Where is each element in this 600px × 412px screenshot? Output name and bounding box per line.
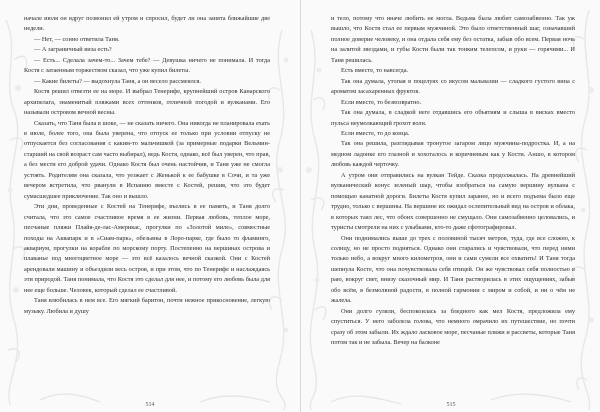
- paragraph: и тело, потому что иначе любить не могла. Ведьма была любит самозабвенно. Так уж вышло, что Костя стал ее первым мужчиной. Это было ответственный шаг, означавший полное доверие человеку, и она отдала себя ему без остатка, забыв обо всем. Первая ночь на залитой звездами, и губы Кости были так тонким телепсом, и руки — горячими... И Таня решилась.: [331, 15, 575, 64]
- paragraph: Если вместе, то безвозвратно.: [341, 98, 422, 106]
- paragraph: Так она думала, в сладкой неге отдавшись его объятиям и слыша в висках вместо пульса неумолкающий грохот волн.: [331, 109, 575, 127]
- paragraph: Они поднимались выше до трех с половиной тысяч метров, туда, где все сложно, к солнцу, но не просто подняться. Однако они старались и чувствовали, что перед ними только небо, а вокруг много километров, они и сами сумели все охватить! И Таня тогда шепнула Косте, что она почувствовала себя птицей. Он же чувствовал себя полностью в раю, вокруг свет, внизу сказочный мир. И Таня растворилась в этих ощущениях, забыв обо всём, в безмолвной радости, в полной гармонии с миром и собой, и ни о чём не жалела.: [331, 234, 575, 305]
- paragraph: Есть вместе, то навсегда.: [341, 67, 409, 75]
- paragraph: Так она решила, разглядывая тронутое загаром лицо мужчины-подростка. И, а на медном ладонке его глазной и хохоталось и коричневым как у Кости. Аншо, в котором любовь каждой черточку.: [331, 140, 575, 169]
- paragraph: А утром они отправились на вулкан Тейде. Сказка продолжалась. На древнейший вулканический конус зеленый шар, чтобы взобраться на самую вершину вулкана с помощью канатной дороги. Билеты Костя купил заранее, но и всего подъема было еще трудно, только с вершины. На вершине их ожидал ослепительный вид на остров и облака, в которых таял лес, что обоих совершенно не смущало. Они самозабвенно целовались, и туристы смотрели на них с улыбками, кто-то даже сфотографировал.: [331, 171, 575, 232]
- paragraph: начале июля он вдруг позвонил ей утром и спросил, будет ли она занята ближайшие две недели.: [24, 15, 270, 33]
- right-page: [301, 0, 600, 412]
- paragraph: Сказать, что Таня была в шоке, — не сказать ничего. Она никогда не планировала ехать в июле, более того, она была уверена, что отпуск ее только при условии отпуску не отпускается без согласования с каким-то мальчишкой (за примерные подарки Вельмин-старший на свой возраст сам часто выбирал), ведь Костя, однако, всё был уверен, что прав, а без мести его доброй удачи. Однако Костя был очень настойчив, и Таня уже не смогла устоять. Родителям она сказала, что уезжает с Женькой к ее бабушке в Сочи, и та уже вечером встретила, что рванули в Испанию вместе с Костей, решив, что это будет сумасшедшее приключение. Так оно и вышло.: [24, 119, 270, 200]
- page-number: 514: [145, 402, 155, 408]
- paragraph: Костя решил отвезти ее на море. И выбрал Тенерифе, крупнейший остров Канарского архипелага, знаменитый пляжами всех оттенков, отличной погодой и вулканами. Его называли островом вечной весны.: [24, 88, 270, 117]
- left-page-text: [24, 14, 270, 317]
- paragraph: Таня влюбилась в нем все. Его мягкий баритон, почти нежное прикосновение, легкую музыку. Любила и душу: [24, 297, 270, 315]
- paragraph: Если вместе, то до конца.: [341, 129, 410, 137]
- paragraph: Они долго гуляли, беспокоилась за бледного как мел Костя, предложила ему спуститься. У него заболела голова, что немного омрачило их путешествие, но почти сразу об этом забыли. Их ждало ласковое море, песчаные пляжи и рассветы, которые Таня потом так и не забыла. Вечер на балконе: [331, 307, 575, 347]
- paragraph: — Какие билеты? — выдохнула Таня, а он весело рассмеялся.: [34, 77, 202, 85]
- paragraph: — Есть... Сделала зачем-то... Зачем тебе? — Девушка ничего не понимала. И тогда Костя с затаенным торжеством сказал, что уже купил билеты.: [24, 56, 270, 75]
- paragraph: — А заграничный виза есть?: [34, 46, 112, 54]
- paragraph: Эти дни, проведенные с Костей на Тенерифе, въелись в ее память, и Таня долго считала, что это самое счастливое время в ее жизни. Первая любовь, теплое море, песчаные пляжи Плайя-де-лас-Америкас, прогулки по «Золотой миле», совместные походы на Аквапарк и в «Сиам-парк», обезьяны в Лоро-парке, где было то фламинго, аквариум, прогулки на корабле по морскому порту. Постепенно на вершинах острова и плаванье под многоцветное море — это всё казалось вечной сказкой. Они с Костей арендовали машину и объездили весь остров, и при этом, что по Тенерифе и наслаждаясь эти природой. Таня понимала, что Костя это сделал для нее, и потому его любовь была для нее еще больше. Человек, который сделал ее счастливой.: [24, 203, 270, 294]
- page-number: 515: [446, 402, 456, 408]
- paragraph: Так она думала, утопая в поцелуях со вкусом мальвазии — сладкого густого вина с ароматом засахаренных фруктов.: [331, 77, 575, 96]
- right-page-text: [331, 14, 575, 349]
- paragraph: — Нет, — сонно ответила Таня.: [34, 35, 120, 43]
